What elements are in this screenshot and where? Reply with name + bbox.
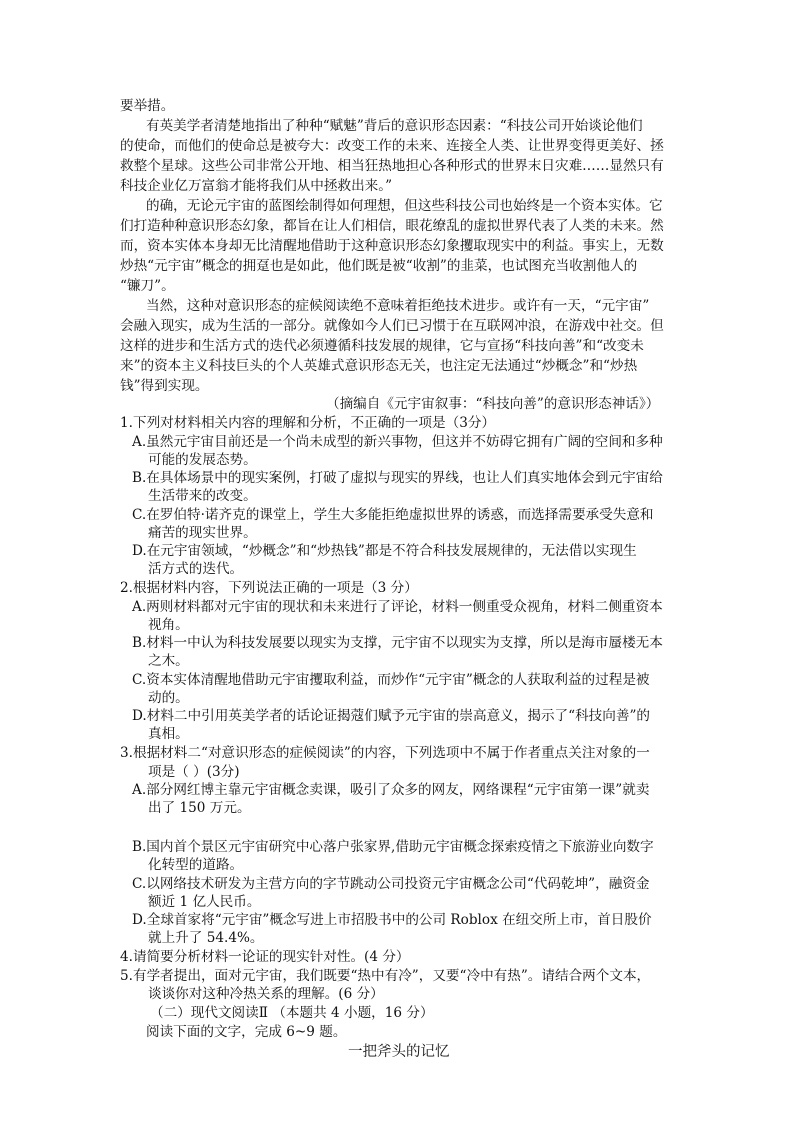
q1-option-d: D.在元宇宙领域，“炒概念”和“炒热钱”都是不符合科技发展规律的，无法借以实现生 — [132, 543, 637, 559]
q1-option-c: C.在罗伯特·诺齐克的课堂上，学生大多能拒绝虚拟世界的诱惑，而选择需要承受失意和 — [132, 507, 654, 523]
question-3-stem-cont: 项是（ ）(3分) — [148, 764, 240, 780]
article-line: 有英美学者清楚地指出了种种“赋魅”背后的意识形态因素：“科技公司开始谈论他们 — [146, 118, 643, 134]
article-line: “镰刀”。 — [120, 278, 175, 294]
q2-option-c: C.资本实体清醒地借助元宇宙攫取利益，而炒作“元宇宙”概念的人获取利益的过程是被 — [132, 672, 650, 688]
section-heading: （二）现代文阅读Ⅱ （本题共 4 小题，16 分） — [150, 1005, 434, 1021]
article-line: 们打造种种意识形态幻象，都旨在让人们相信，眼花缭乱的虚拟世界代表了人类的未来。然 — [120, 218, 664, 234]
article-line: 钱”得到实现。 — [120, 378, 209, 394]
article-line: 的使命，而他们的使命总是被夸大：改变工作的未来、连接全人类、让世界变得更美好、拯 — [120, 138, 664, 154]
article-line: 科技企业亿万富翁才能将我们从中拯救出来。” — [120, 178, 393, 194]
article-line: 要举措。 — [120, 98, 175, 114]
q2-option-a-cont: 视角。 — [148, 617, 189, 633]
article-line: 来”的资本主义科技巨头的个人英雄式意识形态无关，也注定无法通过“炒概念”和“炒热 — [120, 358, 638, 374]
question-1-stem: 1.下列对材料相关内容的理解和分析，不正确的一项是（3分） — [120, 415, 496, 431]
q2-option-b-cont: 之木。 — [148, 653, 189, 669]
q2-option-b: B.材料一中认为科技发展要以现实为支撑，元宇宙不以现实为支撑，所以是海市蜃楼无本 — [132, 635, 663, 651]
q3-option-b: B.国内首个景区元宇宙研究中心落户张家界,借助元宇宙概念探索疫情之下旅游业向数字 — [132, 839, 654, 855]
q1-option-a-cont: 可能的发展态势。 — [148, 452, 257, 468]
question-2-stem: 2.根据材料内容，下列说法正确的一项是（3 分） — [120, 580, 418, 596]
q1-option-d-cont: 活方式的迭代。 — [148, 561, 244, 577]
q3-option-c: C.以网络技术研发为主营方向的字节跳动公司投资元宇宙概念公司“代码乾坤”，融资金 — [132, 876, 650, 892]
q2-option-a: A.两则材料都对元宇宙的现状和未来进行了评论，材料一侧重受众视角，材料二侧重资本 — [132, 599, 663, 615]
question-5-cont: 谈谈你对这种冷热关系的理解。(6 分） — [148, 986, 384, 1002]
article-line: 炒热“元宇宙”概念的拥趸也是如此，他们既是被“收割”的韭菜，也试图充当收割他人的 — [120, 258, 638, 274]
question-3-stem: 3.根据材料二“对意识形态的症候阅读”的内容，下列选项中不属于作者重点关注对象的一 — [120, 745, 650, 761]
q3-option-a: A.部分网红博主靠元宇宙概念卖课，吸引了众多的网友，网络课程“元宇宙第一课”就卖 — [132, 782, 650, 798]
article-line: 这样的进步和生活方式的迭代必须遵循科技发展的规律，它与宣扬“科技向善”和“改变未 — [120, 338, 644, 354]
q1-option-b: B.在具体场景中的现实案例，打破了虚拟与现实的界线，也让人们真实地体会到元宇宙给 — [132, 470, 663, 486]
q1-option-c-cont: 痛苦的现实世界。 — [148, 525, 257, 541]
passage-title: 一把斧头的记忆 — [348, 1044, 450, 1060]
q3-option-c-cont: 额近 1 亿人民币。 — [148, 894, 261, 910]
q1-option-b-cont: 生活带来的改变。 — [148, 488, 257, 504]
article-line: 会融入现实，成为生活的一部分。就像如今人们已习惯于在互联网冲浪，在游戏中社交。但 — [120, 318, 664, 334]
section-instruction: 阅读下面的文字，完成 6~9 题。 — [146, 1024, 347, 1040]
article-line: 的确，无论元宇宙的蓝图绘制得如何理想，但这些科技公司也始终是一个资本实体。它 — [146, 198, 663, 214]
article-line: 当然，这种对意识形态的症候阅读绝不意味着拒绝技术进步。或许有一天，“元宇宙” — [146, 298, 650, 314]
q1-option-a: A.虽然元宇宙目前还是一个尚未成型的新兴事物，但这并不妨碍它拥有广阔的空间和多种 — [132, 434, 663, 450]
q2-option-d: D.材料二中引用英美学者的话论证揭蔻们赋予元宇宙的崇高意义，揭示了“科技向善”的 — [132, 708, 651, 724]
q2-option-d-cont: 真相。 — [148, 726, 189, 742]
q3-option-b-cont: 化转型的道路。 — [148, 857, 244, 873]
q3-option-d-cont: 就上升了 54.4%。 — [148, 930, 264, 946]
question-4: 4.请简要分析材料一论证的现实针对性。(4 分） — [120, 949, 410, 965]
q3-option-d: D.全球首家将“元宇宙”概念写进上市招股书中的公司 Roblox 在纽交所上市，首日股价 — [132, 912, 652, 928]
article-source: （摘编自《元宇宙叙事：“科技向善”的意识形态神话》） — [326, 396, 660, 412]
q3-option-a-cont: 出了 150 万元。 — [148, 800, 251, 816]
q2-option-c-cont: 动的。 — [148, 690, 189, 706]
article-line: 而，资本实体本身却无比清醒地借助于这种意识形态幻象攫取现实中的利益。事实上，无数 — [120, 238, 664, 254]
question-5: 5.有学者提出，面对元宇宙，我们既要“热中有冷”，又要“冷中有热”。请结合两个文本， — [120, 968, 651, 984]
article-line: 救整个星球。这些公司非常公开地、相当狂热地担心各种形式的世界末日灾难……显然只有 — [120, 158, 664, 174]
